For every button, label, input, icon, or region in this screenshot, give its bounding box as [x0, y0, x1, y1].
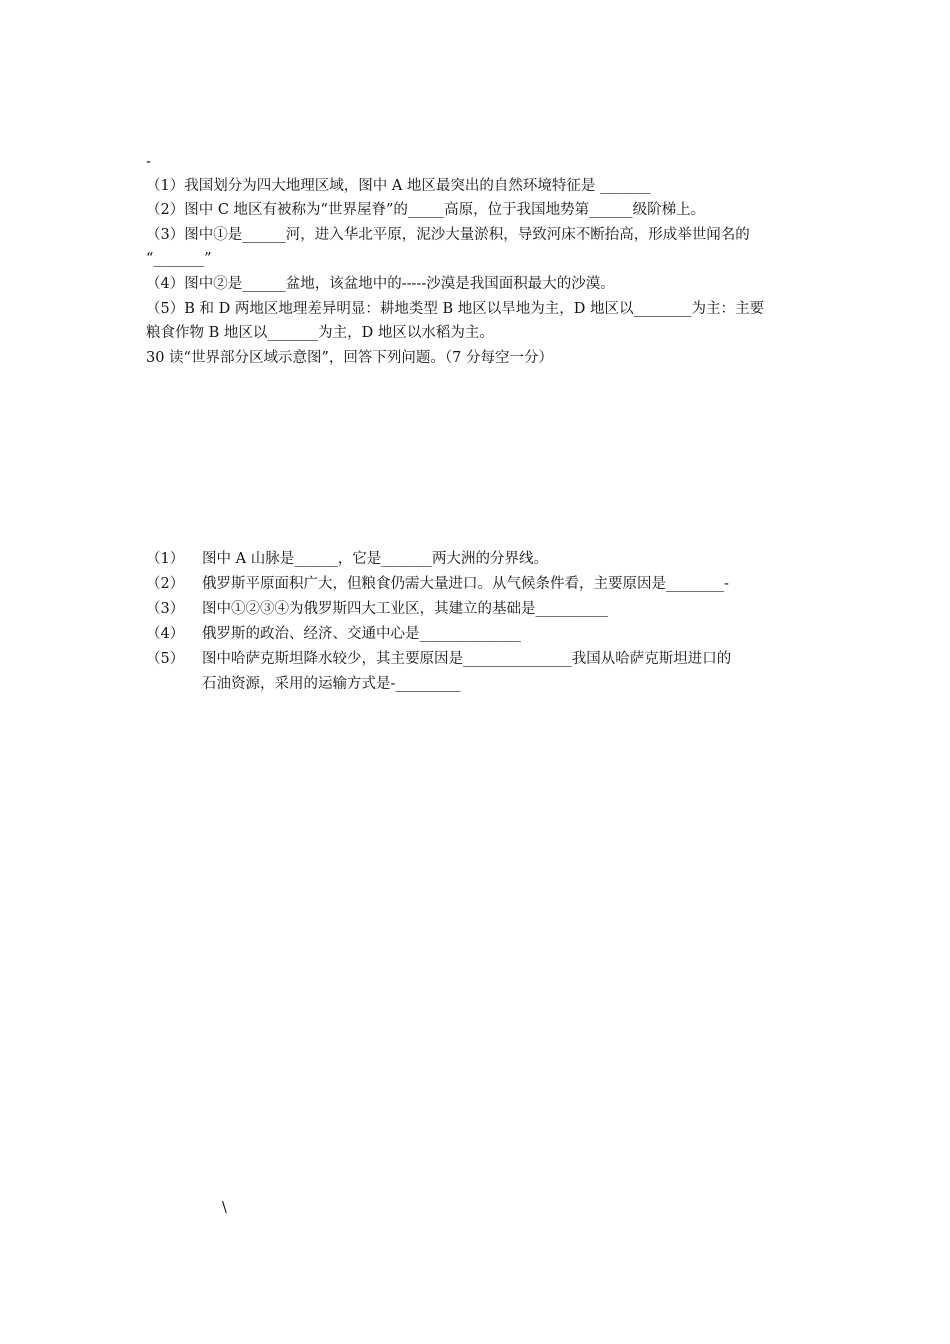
- question-29-2: （2）图中 C 地区有被称为“世界屋脊”的_____高原，位于我国地势第______级阶梯上。: [146, 202, 706, 218]
- question-29-3-line1: （3）图中①是______河，进入华北平原，泥沙大量淤积，导致河床不断抬高，形成举世闻名的: [146, 227, 750, 243]
- question-number: （4）: [146, 626, 185, 642]
- question-29-5-line2: 粮食作物 B 地区以_______为主，D 地区以水稻为主。: [146, 325, 494, 341]
- question-text: 俄罗斯平原面积广大，但粮食仍需大量进口。从气候条件看，主要原因是________-: [202, 576, 729, 592]
- question-30-5: [146, 649, 731, 669]
- question-30-5-continuation: 石油资源，采用的运输方式是-_________: [202, 676, 461, 692]
- question-30-4: [146, 624, 521, 644]
- question-30-1: [146, 549, 548, 569]
- question-number: （3）: [146, 601, 185, 617]
- question-text: 图中哈萨克斯坦降水较少，其主要原因是_______________我国从哈萨克斯坦进口的: [202, 651, 732, 667]
- question-number: （2）: [146, 576, 185, 592]
- question-text: 图中①②③④为俄罗斯四大工业区，其建立的基础是__________: [202, 601, 608, 617]
- question-30-heading: 30 读“世界部分区域示意图”，回答下列问题。（7 分每空一分）: [146, 350, 553, 366]
- top-dash-mark: -: [146, 154, 151, 170]
- bottom-backslash-mark: \: [222, 1200, 227, 1216]
- question-text: 图中 A 山脉是______，它是_______两大洲的分界线。: [202, 551, 548, 567]
- question-29-4: （4）图中②是______盆地，该盆地中的-----沙漠是我国面积最大的沙漠。: [146, 276, 615, 292]
- question-29-1: （1）我国划分为四大地理区域，图中 A 地区最突出的自然环境特征是 _______: [146, 178, 651, 194]
- question-number: （1）: [146, 551, 185, 567]
- question-number: （5）: [146, 651, 185, 667]
- question-29-3-line2: “_______”: [146, 251, 212, 267]
- question-text: 俄罗斯的政治、经济、交通中心是______________: [202, 626, 521, 642]
- question-30-3: [146, 599, 608, 619]
- question-30-2: [146, 574, 729, 594]
- question-29-5-line1: （5）B 和 D 两地区地理差异明显：耕地类型 B 地区以旱地为主，D 地区以________为主：主要: [146, 301, 764, 317]
